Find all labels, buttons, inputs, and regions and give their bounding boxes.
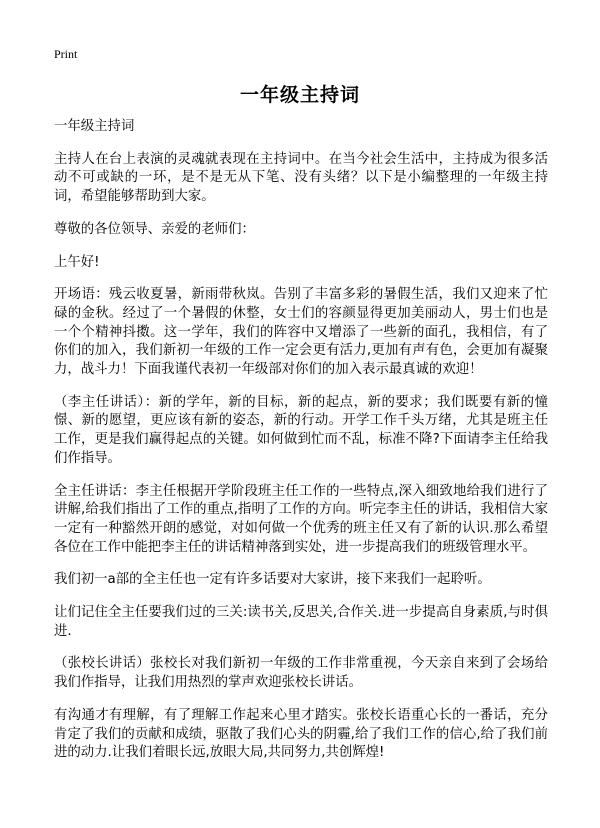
page-title: 一年级主持词 — [239, 84, 360, 106]
intro-paragraph: 主持人在台上表演的灵魂就表现在主持词中。在当今社会生活中，主持成为很多活动不可或缺的一环，是不是无从下笔、没有头绪？以下是小编整理的一年级主持词，希望能够帮助到大家。 — [54, 151, 548, 205]
listen-paragraph: 我们初一a部的全主任也一定有许多话要对大家讲，接下来我们一起聆听。 — [54, 572, 491, 588]
salutation-paragraph: 尊敬的各位领导、亲爱的老师们： — [54, 221, 255, 237]
greeting-paragraph: 上午好! — [54, 254, 100, 270]
closing-paragraph: 有沟通才有理解，有了理解工作起来心里才踏实。张校长语重心长的一番话，充分肯定了我们的贡献和成绩，驱散了我们心头的阴霾,给了我们工作的信心,给了我们前进的动力.让我们着眼长远,放眼大局,共同努力,共创辉煌! — [54, 707, 548, 761]
article-body — [54, 118, 548, 777]
principal-zhang-paragraph: （张校长讲话）张校长对我们新初一年级的工作非常重视，今天亲自来到了会场给我们作指导，让我们用热烈的掌声欢迎张校长讲话。 — [54, 656, 548, 691]
director-quan-paragraph: 全主任讲话：李主任根据开学阶段班主任工作的一些特点,深入细致地给我们进行了讲解,给我们指出了工作的重点,指明了工作的方向。听完李主任的讲话，我相信大家一定有一种豁然开朗的感觉，对如何做一个优秀的班主任又有了新的认识.那么希望各位在工作中能把李主任的讲话精神落到实处，进一步提高我们的班级管理水平。 — [54, 483, 548, 555]
subtitle-paragraph: 一年级主持词 — [54, 119, 135, 134]
three-passes-paragraph: 让们记住全主任要我们过的三关:读书关,反思关,合作关.进一步提高自身素质,与时俱进. — [54, 605, 548, 639]
print-link[interactable]: Print — [54, 47, 78, 61]
director-li-paragraph: （李主任讲话）：新的学年，新的目标，新的起点，新的要求；我们既要有新的憧憬、新的愿望，更应该有新的姿态，新的行动。开学工作千头万绪，尤其是班主任工作，更是我们赢得起点的关键。如何做到忙而不乱，标准不降?下面请李主任给我们作指导。 — [54, 394, 548, 466]
opening-paragraph: 开场语：残云收夏暑，新雨带秋岚。告别了丰富多彩的暑假生活，我们又迎来了忙碌的金秋。经过了一个暑假的休整，女士们的容颜显得更加美丽动人，男士们也是一个个精神抖擞。这一学年，我们的阵容中又增添了一些新的面孔，我相信，有了你们的加入，我们新初一年级的工作一定会更有活力,更加有声有色，会更加有凝聚力，战斗力！下面我谨代表初一年级部对你们的加入表示最真诚的欢迎！ — [54, 287, 548, 378]
